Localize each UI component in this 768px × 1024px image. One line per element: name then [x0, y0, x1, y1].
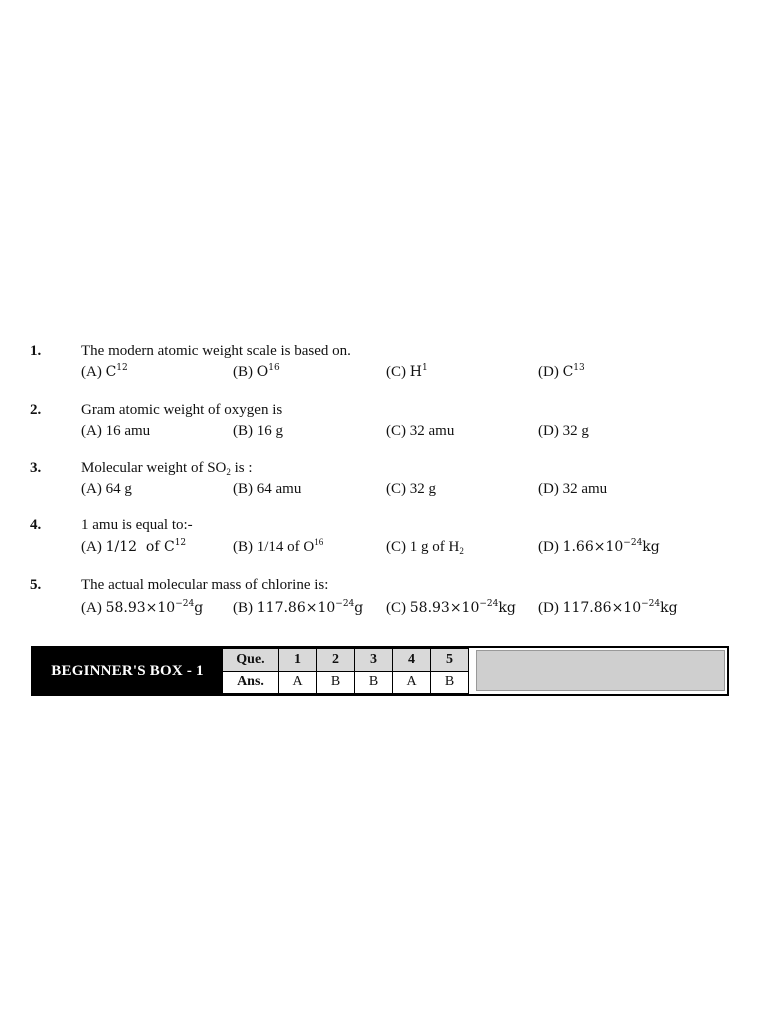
option-a: (A) 16 amu — [81, 423, 151, 439]
ans-cell-4: A — [393, 671, 431, 694]
question-number: 1. — [30, 343, 42, 359]
option-d: (D) 32 g — [538, 423, 589, 439]
question-text: Gram atomic weight of oxygen is — [81, 402, 283, 418]
beginners-box — [31, 646, 729, 696]
question-number: 2. — [30, 402, 42, 418]
option-d: (D) $117.86\times 10^{-24}kg$ — [538, 599, 678, 616]
option-c: (C) 1 g of $H_2$ — [386, 539, 464, 556]
option-c: (C) 32 g — [386, 481, 436, 497]
question-text: Molecular weight of $SO_2$ is : — [81, 460, 253, 477]
option-b: (B) 64 amu — [233, 481, 302, 497]
ans-cell-3: B — [355, 671, 393, 694]
option-a: (A) 64 g — [81, 481, 132, 497]
question-number: 4. — [30, 517, 42, 533]
ans-cell-1: A — [279, 671, 317, 694]
que-cell-2: 2 — [317, 649, 355, 672]
beginners-box-title: BEGINNER'S BOX - 1 — [33, 648, 222, 694]
option-b: (B) $O^{16}$ — [233, 363, 280, 380]
question-number-row — [223, 649, 469, 672]
que-cell-4: 4 — [393, 649, 431, 672]
option-c: (C) $58.93\times 10^{-24}kg$ — [386, 599, 516, 616]
que-cell-3: 3 — [355, 649, 393, 672]
question-text: The actual molecular mass of chlorine is: — [81, 577, 329, 593]
ans-label: Ans. — [223, 671, 279, 694]
answer-row — [223, 671, 469, 694]
que-label: Que. — [223, 649, 279, 672]
option-a: (A) $C^{12}$ — [81, 363, 128, 380]
option-c: (C) $H^1$ — [386, 363, 428, 380]
question-text: The modern atomic weight scale is based on. — [81, 343, 351, 359]
answer-key-table — [222, 648, 469, 694]
question-number: 5. — [30, 577, 42, 593]
option-d: (D) $1.66\times 10^{-24}kg$ — [538, 538, 660, 555]
option-a: (A) $58.93\times 10^{-24}g$ — [81, 599, 204, 616]
ans-cell-2: B — [317, 671, 355, 694]
option-b: (B) 1/14 of $O^{16}$ — [233, 537, 324, 555]
option-a: (A) 1/12 of $C^{12}$ — [81, 538, 187, 555]
option-d: (D) $C^{13}$ — [538, 363, 585, 380]
que-cell-5: 5 — [431, 649, 469, 672]
option-b: (B) 16 g — [233, 423, 283, 439]
que-cell-1: 1 — [279, 649, 317, 672]
option-d: (D) 32 amu — [538, 481, 608, 497]
blank-grey-panel — [476, 650, 725, 691]
question-text: 1 amu is equal to:- — [81, 517, 193, 533]
ans-cell-5: B — [431, 671, 469, 694]
option-c: (C) 32 amu — [386, 423, 455, 439]
question-number: 3. — [30, 460, 42, 476]
option-b: (B) $117.86\times 10^{-24}g$ — [233, 599, 364, 616]
